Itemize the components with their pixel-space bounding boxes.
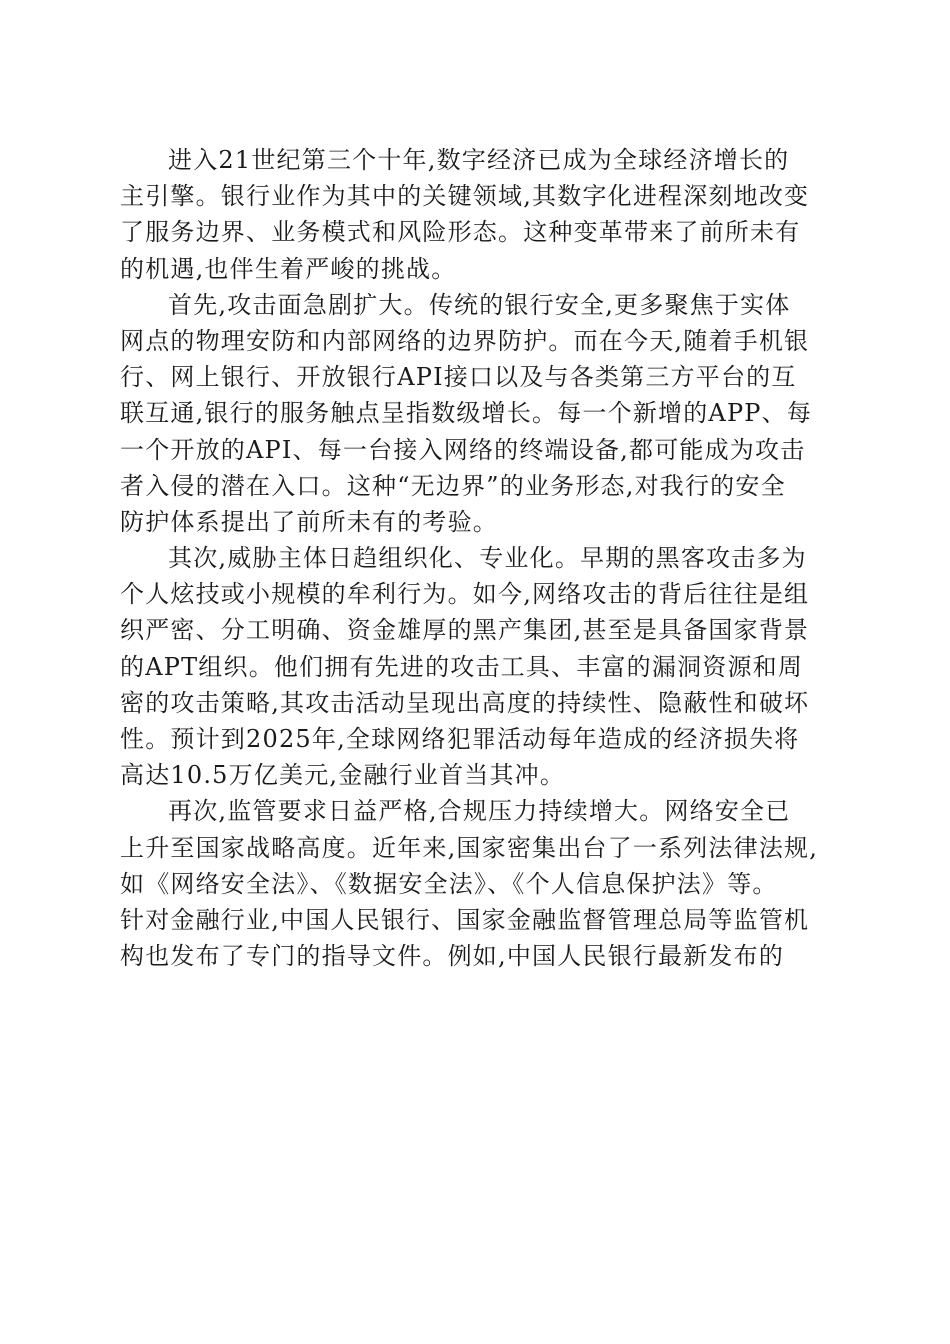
text-line: 行、网上银行、开放银行API接口以及与各类第三方平台的互 [120, 363, 797, 392]
text-line: 个人炫技或小规模的牟利行为。如今,网络攻击的背后往往是组 [120, 580, 810, 609]
text-line: 密的攻击策略,其攻击活动呈现出高度的持续性、隐蔽性和破坏 [120, 688, 810, 717]
text-line: 高达10.5万亿美元,金融行业首当其冲。 [120, 761, 566, 790]
text-line: 构也发布了专门的指导文件。例如,中国人民银行最新发布的 [120, 942, 785, 971]
body-text [120, 142, 832, 974]
paragraph-2 [120, 287, 832, 540]
text-line: 防护体系提出了前所未有的考验。 [120, 507, 498, 536]
text-line: 性。预计到2025年,全球网络犯罪活动每年造成的经济损失将 [120, 725, 800, 753]
text-line: 再次,监管要求日益严格,合规压力持续增大。网络安全已 [168, 797, 791, 826]
text-line: 网点的物理安防和内部网络的边界防护。而在今天,随着手机银 [120, 326, 810, 355]
text-line: 织严密、分工明确、资金雄厚的黑产集团,甚至是具备国家背景 [120, 616, 810, 645]
text-line: 其次,威胁主体日趋组织化、专业化。早期的黑客攻击多为 [168, 544, 807, 573]
text-line: 进入21世纪第三个十年,数字经济已成为全球经济增长的 [168, 146, 790, 174]
text-line: 一个开放的API、每一台接入网络的终端设备,都可能成为攻击 [120, 435, 806, 464]
text-line: 如《网络安全法》、《数据安全法》、《个人信息保护法》等。 [120, 869, 778, 898]
text-line: 者入侵的潜在入口。这种“无边界”的业务形态,对我行的安全 [120, 471, 786, 500]
text-line: 的APT组织。他们拥有先进的攻击工具、丰富的漏洞资源和周 [120, 652, 804, 681]
text-line: 上升至国家战略高度。近年来,国家密集出台了一系列法律法规, [120, 833, 819, 862]
paragraph-3 [120, 540, 832, 793]
text-line: 联互通,银行的服务触点呈指数级增长。每一个新增的APP、每 [120, 399, 813, 428]
paragraph-1 [120, 142, 832, 287]
text-line: 首先,攻击面急剧扩大。传统的银行安全,更多聚焦于实体 [168, 290, 791, 319]
text-line: 的机遇,也伴生着严峻的挑战。 [120, 254, 457, 283]
text-line: 了服务边界、业务模式和风险形态。这种变革带来了前所未有 [120, 218, 801, 247]
text-line: 针对金融行业,中国人民银行、国家金融监督管理总局等监管机 [120, 905, 810, 934]
paragraph-4 [120, 793, 832, 974]
text-line: 主引擎。银行业作为其中的关键领域,其数字化进程深刻地改变 [120, 182, 810, 211]
